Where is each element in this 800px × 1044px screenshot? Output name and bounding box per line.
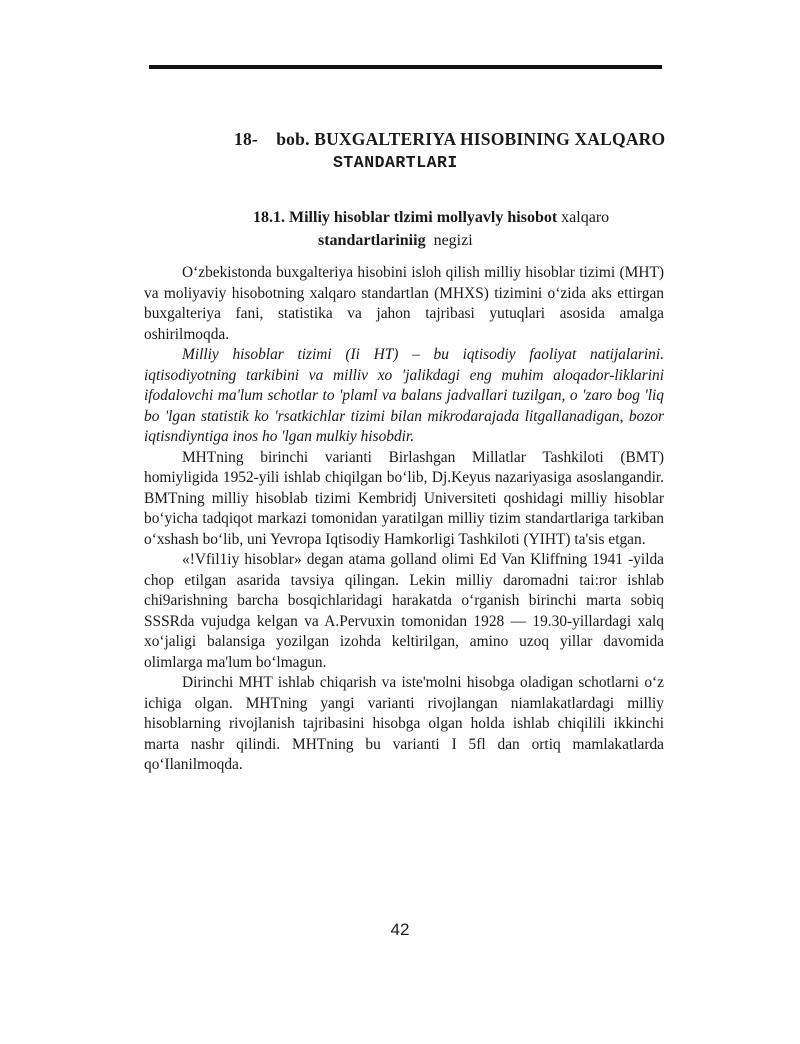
section-title xyxy=(253,206,673,252)
section-heading-rest: xalqaro xyxy=(561,209,610,226)
section-heading-line2-bold: standartlariniig xyxy=(318,232,426,249)
paragraph-2-definition: Milliy hisoblar tizimi (Ii HT) – bu iqtisodiy faoliyat natijalarini. iqtisodiyotning tarkibini va milliv xo 'jalikdagi eng muhim aloqador-liklarini ifodalovchi ma'lum schotlar to 'plaml va balans jadvallari tuzilgan, o 'zaro bog 'liq bo 'lgan statistik ko 'rsatkichlar tizimi bilan mikrodarajada litgallanadigan, bozor iqtisndiyntiga inos ho 'lgan mulkiy hisobdir. xyxy=(144,346,664,445)
page-number: 42 xyxy=(390,920,410,939)
section-heading-line2 xyxy=(253,229,673,252)
paragraph-4: «!Vfil1iy hisoblar» degan atama golland olimi Ed Van Kliffning 1941 -yilda chop etilgan asarida tavsiya qilingan. Lekin milliy daromadni tai:ror ishlab chi9arishning barcha bosqichlaridagi harakatda o‘rganish birinchi marta sobiq SSSRda vujudga kelgan va A.Pervuxin tomonidan 1928 — 19.30-yillardagi xalq xo‘jaligi balansiga yozilgan izohda keltirilgan, amino uzoq yillar davomida olimlarga ma'lum bo‘lmagun. xyxy=(144,551,664,671)
paragraph-1: O‘zbekistonda buxgalteriya hisobini isloh qilish milliy hisoblar tizimi (MHT) va moliyaviy hisobotning xalqaro standartlan (MHXS) tizimini o‘zida aks ettirgan buxgalteriya fani, statistika va jahon tajribasi yutuqlari asosida amalga oshirilmoqda. xyxy=(144,264,664,343)
paragraph-3: MHTning birinchi varianti Birlashgan Millatlar Tashkiloti (BMT) homiyligida 1952-yili ishlab chiqilgan bo‘lib, Dj.Keyus nazariyasiga asoslangandir. BMTning milliy hisoblab tizimi Kembridj Universiteti qoshidagi milliy hisoblar bo‘yicha tadqiqot markazi tomonidan yaratilgan milliy tizim standartlariga tarkiban o‘xshash bo‘lib, uni Yevropa Iqtisodiy Hamkorligi Tashkiloti (YIHT) ta'sis etgan. xyxy=(144,448,664,548)
body-text xyxy=(144,263,664,776)
chapter-number: 18- xyxy=(234,129,258,149)
top-rule xyxy=(149,65,662,69)
chapter-title-line2: STANDARTLARI xyxy=(333,153,458,172)
paragraph-5: Dirinchi MHT ishlab chiqarish va iste'molni hisobga oladigan schotlarni o‘z ichiga olgan. MHTning yangi varianti rivojlangan niamlakatlardagi milliy hisoblarning rivojlanish tajribasini hisobga olgan holda ishlab chiqilili ikkinchi marta nashr qilindi. MHTning bu varianti I 5fl dan ortiq mamlakatlarda qo‘Ilanilmoqda. xyxy=(144,674,664,773)
section-heading-line2-rest: negizi xyxy=(433,232,473,249)
section-heading-bold: 18.1. Milliy hisoblar tlzimi mollyavly hisobot xyxy=(253,209,558,226)
chapter-title xyxy=(234,128,674,174)
chapter-title-line1: bob. BUXGALTERIYA HISOBINING XALQARO xyxy=(276,129,666,149)
